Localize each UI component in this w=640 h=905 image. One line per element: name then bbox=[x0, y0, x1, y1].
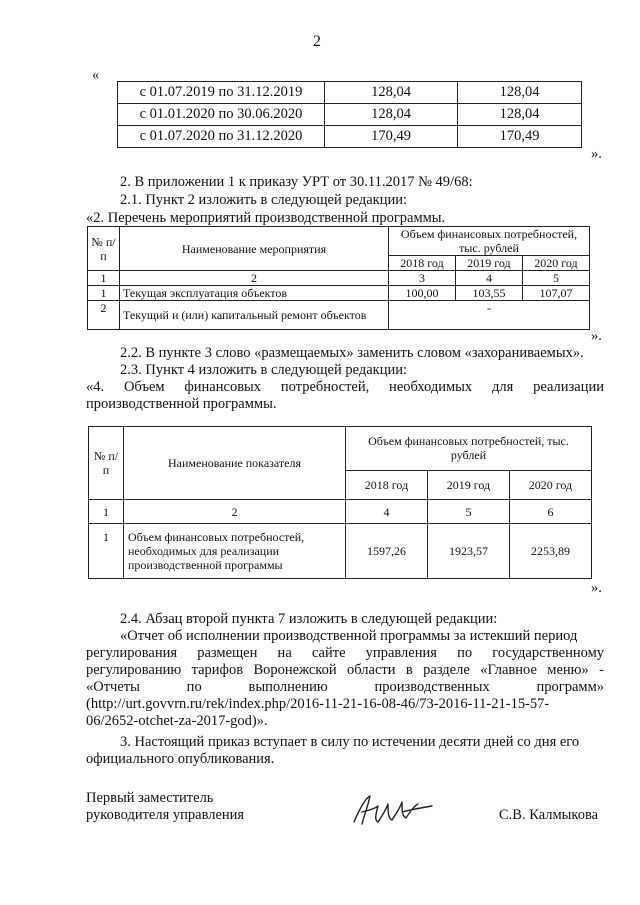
needs-table bbox=[88, 426, 592, 579]
table-row bbox=[118, 82, 582, 104]
table-cell: 170,49 bbox=[458, 126, 582, 148]
table-cell: 2 bbox=[120, 271, 389, 286]
column-header-name: Наименование мероприятия bbox=[120, 227, 389, 271]
table-cell: 1 bbox=[88, 271, 120, 286]
table-cell: 100,00 bbox=[389, 286, 456, 301]
item-2-4-line: «Отчеты по выполнению производственных программ» bbox=[86, 679, 604, 695]
table-cell: 2 bbox=[124, 500, 346, 524]
table-cell: 6 bbox=[509, 500, 591, 524]
year-header: 2019 год bbox=[455, 256, 522, 271]
table-cell: 170,49 bbox=[325, 126, 458, 148]
table-cell: 1597,26 bbox=[346, 524, 428, 579]
item-2-3-text: «4. Объем финансовых потребностей, необходимых для реализации производственной программы. bbox=[86, 379, 604, 412]
item-2-3: 2.3. Пункт 4 изложить в следующей редакции: bbox=[120, 362, 408, 378]
column-header-name: Наименование показателя bbox=[124, 427, 346, 500]
close-quote: ». bbox=[591, 328, 602, 344]
measures-table bbox=[87, 226, 590, 330]
table-cell: 1 bbox=[89, 500, 124, 524]
table-cell: 1 bbox=[89, 524, 124, 579]
year-header: 2020 год bbox=[522, 256, 589, 271]
table-row bbox=[118, 104, 582, 126]
table-cell: 128,04 bbox=[458, 82, 582, 104]
item-2-4-line: регулирования размещен на сайте управления по государственному bbox=[86, 645, 604, 661]
item-2: 2. В приложении 1 к приказу УРТ от 30.11.2017 № 49/68: bbox=[120, 174, 473, 190]
table-cell: с 01.07.2020 по 31.12.2020 bbox=[118, 126, 325, 148]
open-quote: « bbox=[92, 67, 100, 83]
item-2-1-title: «2. Перечень мероприятий производственной программы. bbox=[86, 210, 446, 226]
column-header-volume: Объем финансовых потребностей, тыс. рублей bbox=[389, 227, 590, 256]
item-2-4-line: регулированию тарифов Воронежской области в разделе «Главное меню» - bbox=[86, 662, 604, 678]
item-2-4-line: (http://urt.govvrn.ru/rek/index.php/2016-11-21-16-08-46/73-2016-11-21-15-57- bbox=[86, 696, 550, 712]
close-quote: ». bbox=[591, 146, 602, 162]
tariff-table bbox=[117, 81, 582, 148]
table-cell: - bbox=[389, 301, 590, 330]
year-header: 2020 год bbox=[509, 470, 591, 499]
table-row bbox=[88, 301, 590, 330]
signatory-name: С.В. Калмыкова bbox=[499, 807, 599, 823]
table-header-row bbox=[88, 227, 590, 256]
table-row bbox=[88, 286, 590, 301]
table-cell: Текущий и (или) капитальный ремонт объектов bbox=[120, 301, 389, 330]
table-cell: 4 bbox=[346, 500, 428, 524]
column-header-num: № п/п bbox=[89, 427, 124, 500]
signatory-position: руководителя управления bbox=[86, 807, 245, 823]
table-cell: 5 bbox=[522, 271, 589, 286]
table-cell: Объем финансовых потребностей, необходимых для реализации производственной программы bbox=[124, 524, 346, 579]
table-cell: 2253,89 bbox=[509, 524, 591, 579]
page-number: 2 bbox=[313, 33, 321, 50]
table-cell: 4 bbox=[455, 271, 522, 286]
column-header-volume: Объем финансовых потребностей, тыс. рублей bbox=[346, 427, 592, 471]
table-cell: 128,04 bbox=[325, 82, 458, 104]
table-cell: 107,07 bbox=[522, 286, 589, 301]
item-2-1: 2.1. Пункт 2 изложить в следующей редакции: bbox=[120, 192, 408, 208]
table-cell: 1 bbox=[88, 286, 120, 301]
item-3-line: официального опубликования. bbox=[86, 751, 275, 767]
item-3-line: 3. Настоящий приказ вступает в силу по истечении десяти дней со дня его bbox=[120, 734, 580, 750]
table-cell: 3 bbox=[389, 271, 456, 286]
table-row bbox=[89, 524, 592, 579]
table-cell: 1923,57 bbox=[427, 524, 509, 579]
table-cell: 128,04 bbox=[458, 104, 582, 126]
table-row bbox=[118, 126, 582, 148]
item-2-4-line: «Отчет об исполнении производственной программы за истекший период bbox=[120, 628, 578, 644]
table-cell: 128,04 bbox=[325, 104, 458, 126]
table-header-row bbox=[89, 427, 592, 471]
handwritten-signature bbox=[348, 790, 438, 830]
year-header: 2019 год bbox=[427, 470, 509, 499]
item-2-2: 2.2. В пункте 3 слово «размещаемых» заменить словом «захораниваемых». bbox=[120, 345, 584, 361]
item-2-4: 2.4. Абзац второй пункта 7 изложить в следующей редакции: bbox=[120, 611, 498, 627]
column-header-num: № п/п bbox=[88, 227, 120, 271]
year-header: 2018 год bbox=[389, 256, 456, 271]
table-cell: 2 bbox=[88, 301, 120, 330]
close-quote: ». bbox=[591, 580, 602, 596]
table-cell: с 01.07.2019 по 31.12.2019 bbox=[118, 82, 325, 104]
table-cell: с 01.01.2020 по 30.06.2020 bbox=[118, 104, 325, 126]
item-2-4-line: 06/2652-otchet-za-2017-god)». bbox=[86, 713, 268, 729]
table-cell: Текущая эксплуатация объектов bbox=[120, 286, 389, 301]
table-cell: 5 bbox=[427, 500, 509, 524]
signatory-position: Первый заместитель bbox=[86, 790, 214, 806]
year-header: 2018 год bbox=[346, 470, 428, 499]
table-row bbox=[88, 271, 590, 286]
table-row bbox=[89, 500, 592, 524]
table-cell: 103,55 bbox=[455, 286, 522, 301]
